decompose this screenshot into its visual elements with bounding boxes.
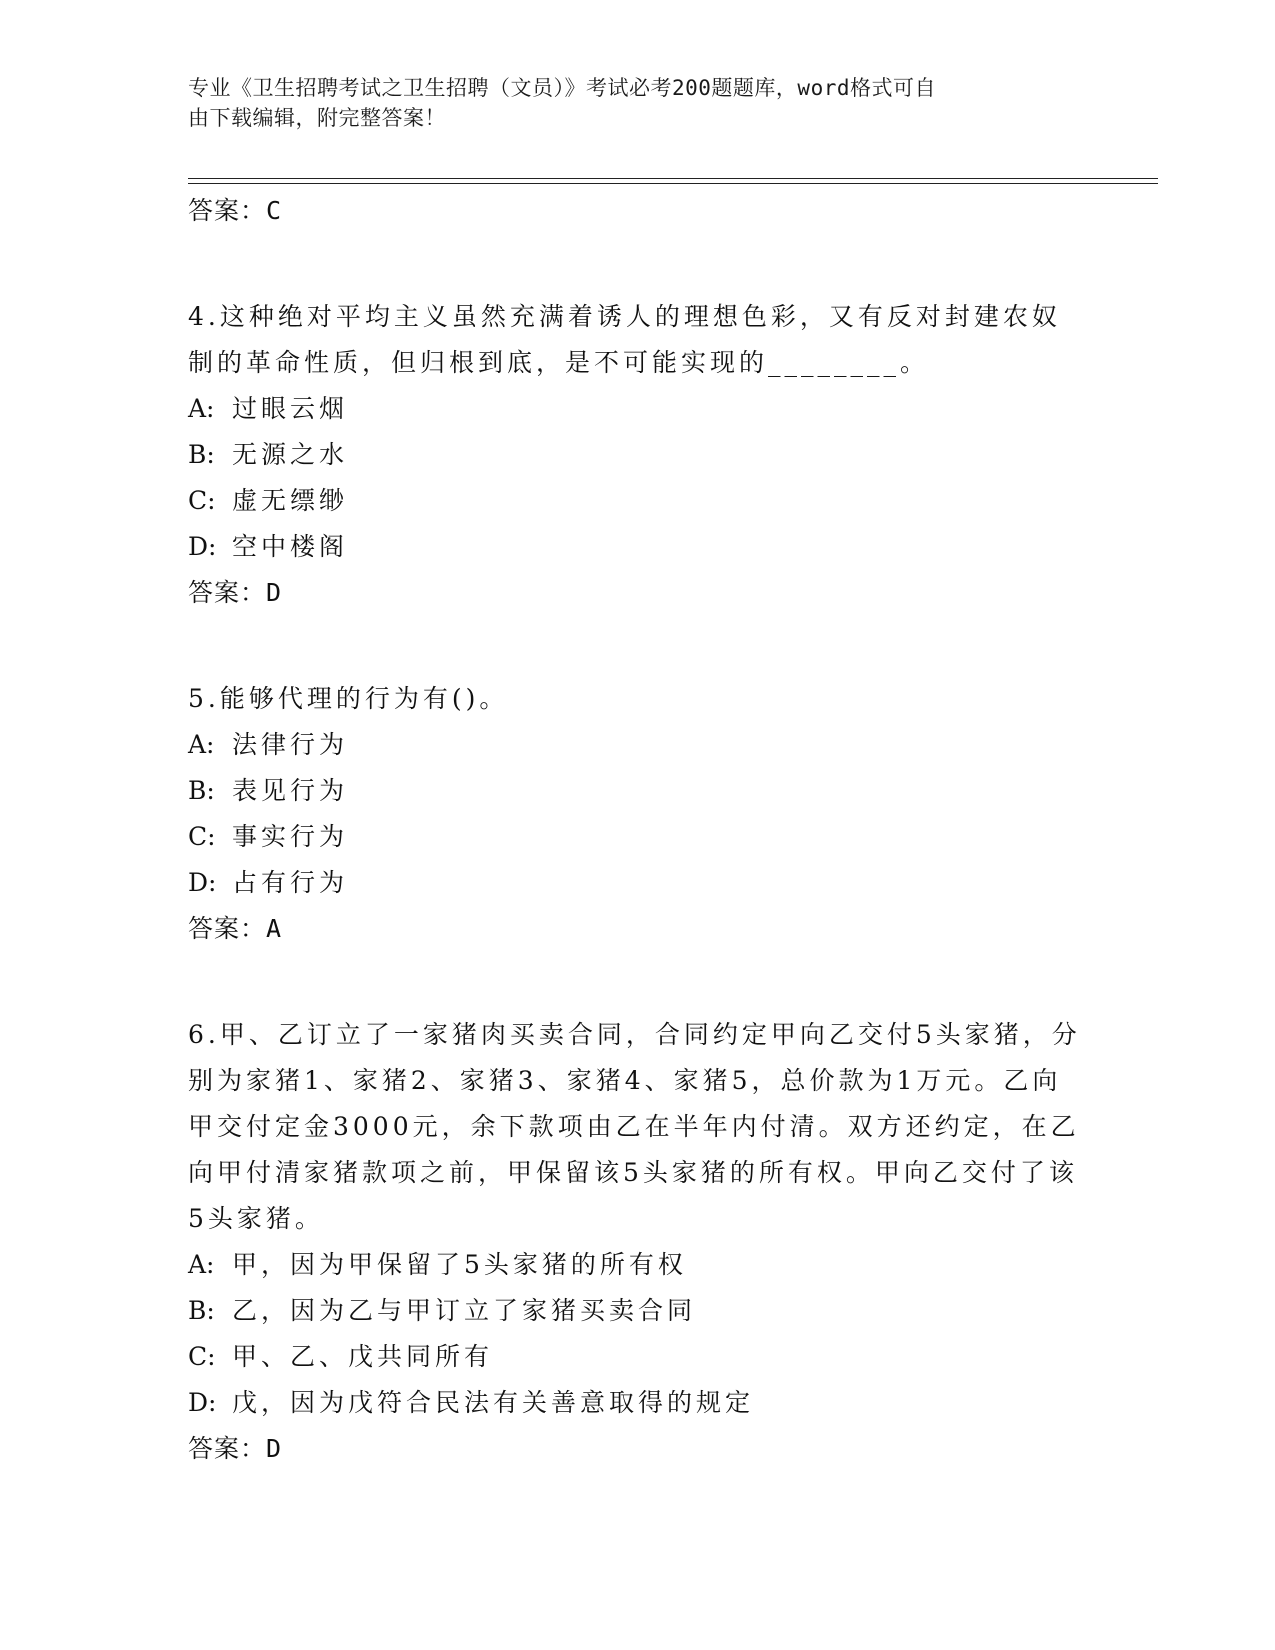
option-c [188, 478, 1088, 524]
answer-line [188, 570, 1088, 616]
document-body [188, 188, 1088, 1472]
option-key: D: [188, 532, 217, 561]
option-key: C: [188, 486, 216, 515]
question-stem: 6.甲、乙订立了一家猪肉买卖合同，合同约定甲向乙交付5头家猪，分别为家猪1、家猪2、家猪3、家猪4、家猪5，总价款为1万元。乙向甲交付定金3000元，余下款项由乙在半年内付清。双方还约定，在乙向甲付清家猪款项之前，甲保留该5头家猪的所有权。甲向乙交付了该5头家猪。 [188, 1020, 1081, 1233]
option-text: 表见行为 [232, 776, 349, 805]
option-key: D: [188, 1388, 217, 1417]
option-key: A: [188, 1250, 215, 1279]
option-key: B: [188, 776, 215, 805]
answer-value: D [266, 1434, 283, 1463]
header-line-1: 专业《卫生招聘考试之卫生招聘（文员）》考试必考200题题库，word格式可自 [188, 76, 936, 100]
header-divider-bottom [188, 183, 1158, 184]
option-text: 甲、乙、戊共同所有 [232, 1342, 494, 1371]
question-block [188, 294, 1088, 616]
option-b [188, 768, 1088, 814]
option-key: A: [188, 730, 215, 759]
answer-line [188, 906, 1088, 952]
option-c [188, 1334, 1088, 1380]
option-text: 甲，因为甲保留了5头家猪的所有权 [232, 1250, 687, 1279]
option-a [188, 722, 1088, 768]
option-text: 过眼云烟 [232, 394, 349, 423]
option-text: 空中楼阁 [232, 532, 349, 561]
option-text: 占有行为 [232, 868, 349, 897]
option-text: 无源之水 [232, 440, 349, 469]
question-block [188, 676, 1088, 952]
option-key: B: [188, 440, 215, 469]
answer-line [188, 1426, 1088, 1472]
option-key: A: [188, 394, 215, 423]
option-d [188, 860, 1088, 906]
question-stem: 5.能够代理的行为有()。 [188, 684, 509, 713]
answer-label: 答案： [188, 914, 267, 943]
option-key: C: [188, 822, 216, 851]
answer-value: A [266, 914, 283, 943]
option-b [188, 1288, 1088, 1334]
question-block [188, 1012, 1088, 1472]
option-text: 戊，因为戊符合民法有关善意取得的规定 [232, 1388, 755, 1417]
answer-line [188, 188, 1088, 234]
answer-label: 答案： [188, 196, 267, 225]
option-text: 事实行为 [232, 822, 349, 851]
option-c [188, 814, 1088, 860]
option-text: 乙，因为乙与甲订立了家猪买卖合同 [232, 1296, 697, 1325]
header-divider-top [188, 178, 1158, 179]
answer-value: D [266, 578, 283, 607]
option-d [188, 524, 1088, 570]
question-stem: 4.这种绝对平均主义虽然充满着诱人的理想色彩，又有反对封建农奴制的革命性质，但归根到底，是不可能实现的________。 [188, 302, 1061, 377]
answer-value: C [266, 196, 283, 225]
option-a [188, 1242, 1088, 1288]
option-key: B: [188, 1296, 215, 1325]
option-text: 法律行为 [232, 730, 349, 759]
document-header [188, 73, 1068, 133]
option-d [188, 1380, 1088, 1426]
option-key: C: [188, 1342, 216, 1371]
answer-label: 答案： [188, 578, 267, 607]
option-b [188, 432, 1088, 478]
option-key: D: [188, 868, 217, 897]
answer-label: 答案： [188, 1434, 267, 1463]
option-a [188, 386, 1088, 432]
option-text: 虚无缥缈 [232, 486, 349, 515]
header-line-2: 由下载编辑，附完整答案！ [188, 106, 446, 130]
